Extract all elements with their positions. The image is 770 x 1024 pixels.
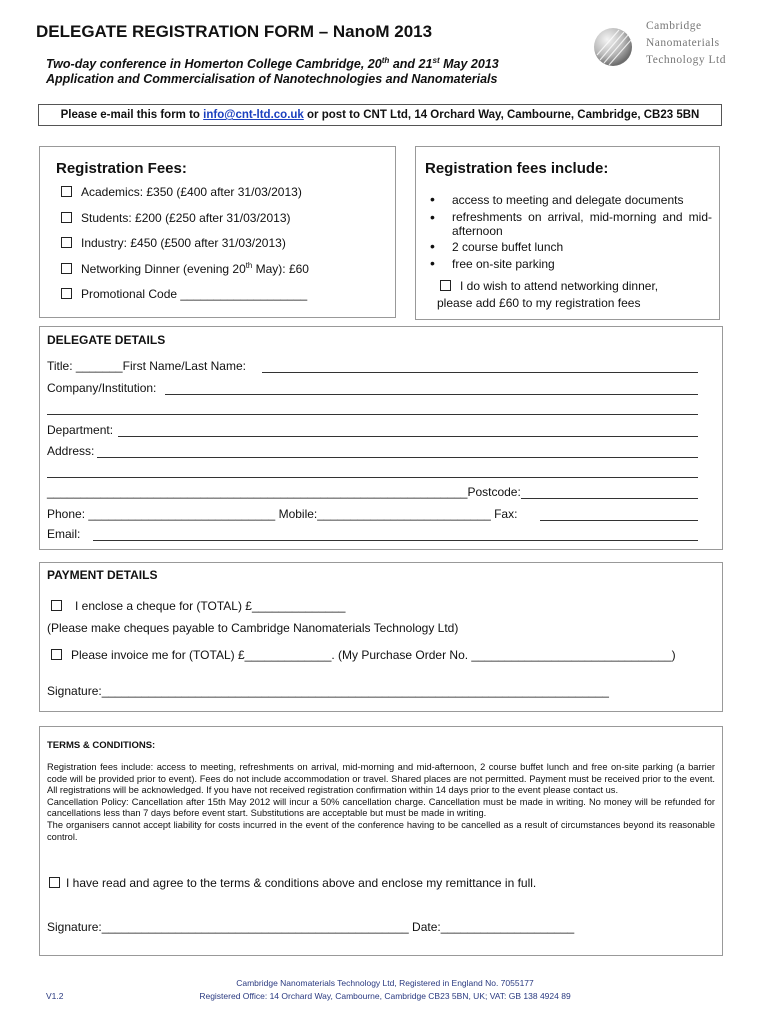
fee-label: Networking Dinner (evening 20th May): £60 xyxy=(81,261,309,276)
fees-heading: Registration Fees: xyxy=(56,160,187,177)
liability-paragraph: The organisers cannot accept liability for costs incurred in the event of the conference having to be cancelled as a result of circumstances beyond its reasonable control. xyxy=(47,819,715,842)
dinner-option-note: please add £60 to my registration fees xyxy=(437,296,641,310)
contact-prefix: Please e-mail this form to xyxy=(60,109,204,121)
company-logo xyxy=(588,16,748,72)
checkbox[interactable] xyxy=(61,288,72,299)
fee-label: Students: £200 (£250 after 31/03/2013) xyxy=(81,211,291,225)
logo-sphere-icon xyxy=(588,22,638,72)
contact-email-link[interactable]: info@cnt-ltd.co.uk xyxy=(203,109,304,121)
logo-line-1: Cambridge xyxy=(646,20,702,32)
checkbox[interactable] xyxy=(51,600,62,611)
terms-text xyxy=(47,762,715,843)
cheque-option[interactable]: I enclose a cheque for (TOTAL) £______________ xyxy=(51,599,345,613)
footer-address: Registered Office: 14 Orchard Way, Cambourne, Cambridge CB23 5BN, UK; VAT: GB 138 4924 89 xyxy=(199,991,571,1001)
department-label: Department: xyxy=(47,423,114,437)
includes-heading: Registration fees include: xyxy=(425,160,609,177)
form-title: DELEGATE REGISTRATION FORM – NanoM 2013 xyxy=(36,22,433,41)
agree-option[interactable]: I have read and agree to the terms & conditions above and enclose my remittance in full. xyxy=(49,876,536,890)
terms-paragraph: Registration fees include: access to meeting, refreshments on arrival, mid-morning and mid-afternoon, 2 course buffet lunch and free on-site parking (a barrier code will be provided prior to event). Fees do not include accommodation or travel. Shared places are not permitted. Payment must be received prior to the event. All registrations will be acknowledged. If you have not received registration confirmation within 14 days prior to the event please contact us. xyxy=(47,762,715,796)
include-item: • access to meeting and delegate documents xyxy=(430,191,684,207)
checkbox[interactable] xyxy=(61,237,72,248)
fee-label: Academics: £350 (£400 after 31/03/2013) xyxy=(81,185,302,199)
fee-label: Industry: £450 (£500 after 31/03/2013) xyxy=(81,236,286,250)
department-field[interactable] xyxy=(118,436,698,437)
title-name-label: Title: _______First Name/Last Name: xyxy=(47,359,246,373)
invoice-option[interactable]: Please invoice me for (TOTAL) £_____________. (My Purchase Order No. ______________________________) xyxy=(51,648,676,662)
checkbox[interactable] xyxy=(440,280,451,291)
contact-bar xyxy=(38,104,722,126)
include-item: • free on-site parking xyxy=(430,255,555,271)
fee-option-promo-code[interactable] xyxy=(61,287,307,301)
delegate-heading: DELEGATE DETAILS xyxy=(47,333,166,347)
version-label: V1.2 xyxy=(46,991,64,1001)
fee-option-networking-dinner[interactable] xyxy=(61,261,309,276)
checkbox[interactable] xyxy=(61,212,72,223)
phone-mobile-label: Phone: ____________________________ Mobile:__________________________ Fax: xyxy=(47,507,518,521)
cancellation-policy: Cancellation Policy: Cancellation after 15th May 2012 will incur a 50% cancellation charge. Cancellation must be made in writing. No money will be refunded for cancellations less than 7 days before event start. Substitutions are acceptable but must be made in writing. xyxy=(47,796,715,819)
company-field-2[interactable] xyxy=(47,414,698,415)
terms-signature-date[interactable]: Signature:______________________________________________ Date:____________________ xyxy=(47,920,575,934)
company-field[interactable] xyxy=(165,394,698,395)
postcode-label: _______________________________________________________________Postcode: xyxy=(47,485,521,499)
fee-option-academics[interactable] xyxy=(61,185,302,199)
checkbox[interactable] xyxy=(61,263,72,274)
company-label: Company/Institution: xyxy=(47,381,157,395)
dinner-option[interactable]: I do wish to attend networking dinner, xyxy=(440,279,658,293)
conference-topic: Application and Commercialisation of Nanotechnologies and Nanomaterials xyxy=(46,72,498,86)
checkbox[interactable] xyxy=(61,186,72,197)
fax-field[interactable] xyxy=(540,520,698,521)
logo-line-2: Nanomaterials xyxy=(646,37,720,49)
include-item: • 2 course buffet lunch xyxy=(430,238,564,254)
checkbox[interactable] xyxy=(49,877,60,888)
address-field-2[interactable] xyxy=(47,477,698,478)
footer-company: Cambridge Nanomaterials Technology Ltd, Registered in England No. 7055177 xyxy=(236,978,534,988)
terms-heading: TERMS & CONDITIONS: xyxy=(47,740,156,751)
checkbox[interactable] xyxy=(51,649,62,660)
email-field[interactable] xyxy=(93,540,698,541)
name-field[interactable] xyxy=(262,372,698,373)
postcode-field[interactable] xyxy=(521,498,698,499)
fee-label: Promotional Code ___________________ xyxy=(81,287,308,301)
include-item: • refreshments on arrival, mid-morning and mid-afternoon xyxy=(430,209,712,238)
address-label: Address: xyxy=(47,444,95,458)
address-field[interactable] xyxy=(97,457,698,458)
conference-subtitle: Two-day conference in Homerton College Cambridge, 20th and 21st May 2013 xyxy=(46,56,499,72)
payment-signature[interactable]: Signature:____________________________________________________________________________ xyxy=(47,684,609,698)
fee-option-industry[interactable] xyxy=(61,236,286,250)
logo-line-3: Technology Ltd xyxy=(646,54,726,66)
fee-option-students[interactable] xyxy=(61,211,291,225)
email-label: Email: xyxy=(47,527,81,541)
cheque-note: (Please make cheques payable to Cambridge Nanomaterials Technology Ltd) xyxy=(47,621,459,635)
contact-suffix: or post to CNT Ltd, 14 Orchard Way, Cambourne, Cambridge, CB23 5BN xyxy=(303,109,700,121)
payment-heading: PAYMENT DETAILS xyxy=(47,568,158,582)
